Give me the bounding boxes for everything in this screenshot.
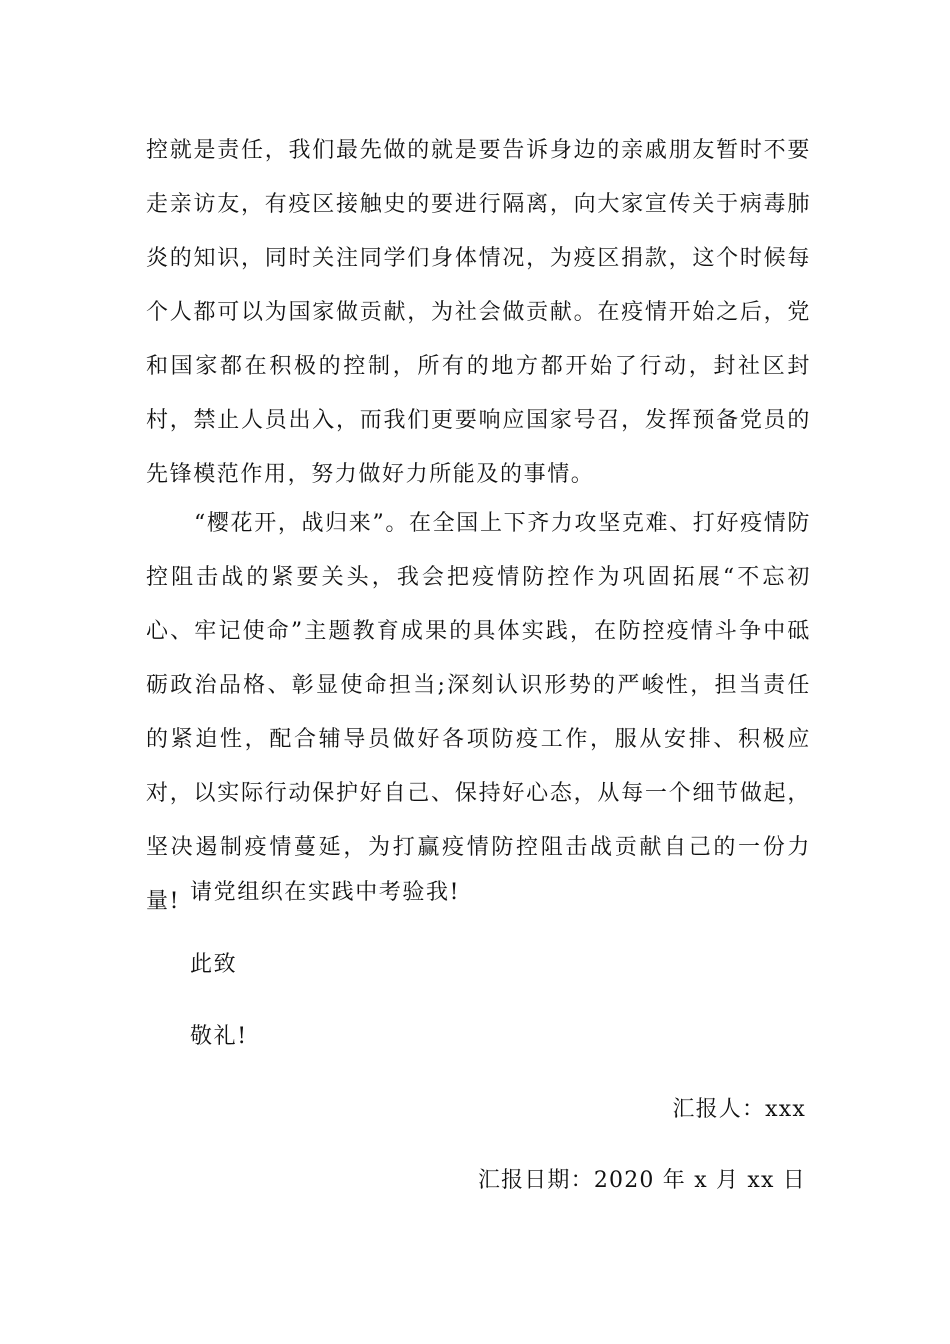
closing-request: 请党组织在实践中考验我!: [190, 880, 461, 905]
body-paragraph-1: 控就是责任，我们最先做的就是要告诉身边的亲戚朋友暂时不要走亲访友，有疫区接触史的要进行隔离，向大家宣传关于病毒肺炎的知识，同时关注同学们身体情况，为疫区捐款，这个时候每个人都可以为国家做贡献，为社会做贡献。在疫情开始之后，党和国家都在积极的控制，所有的地方都开始了行动，封社区封村，禁止人员出入，而我们更要响应国家号召，发挥预备党员的先锋模范作用，努力做好力所能及的事情。: [146, 138, 811, 487]
report-date: 汇报日期：2020 年 x 月 xx 日: [477, 1168, 806, 1193]
reporter-signature: 汇报人：xxx: [672, 1097, 806, 1122]
regards: 敬礼!: [190, 1024, 248, 1049]
body-paragraph-2: “樱花开，战归来”。在全国上下齐力攻坚克难、打好疫情防控阻击战的紧要关头，我会把疫情防控作为巩固拓展“不忘初心、牢记使命”主题教育成果的具体实践，在防控疫情斗争中砥砺政治品格、彰显使命担当;深刻认识形势的严峻性，担当责任的紧迫性，配合辅导员做好各项防疫工作，服从安排、积极应对，以实际行动保护好自己、保持好心态，从每一个细节做起，坚决遏制疫情蔓延，为打赢疫情防控阻击战贡献自己的一份力量!: [146, 511, 811, 914]
salutation: 此致: [190, 952, 238, 977]
